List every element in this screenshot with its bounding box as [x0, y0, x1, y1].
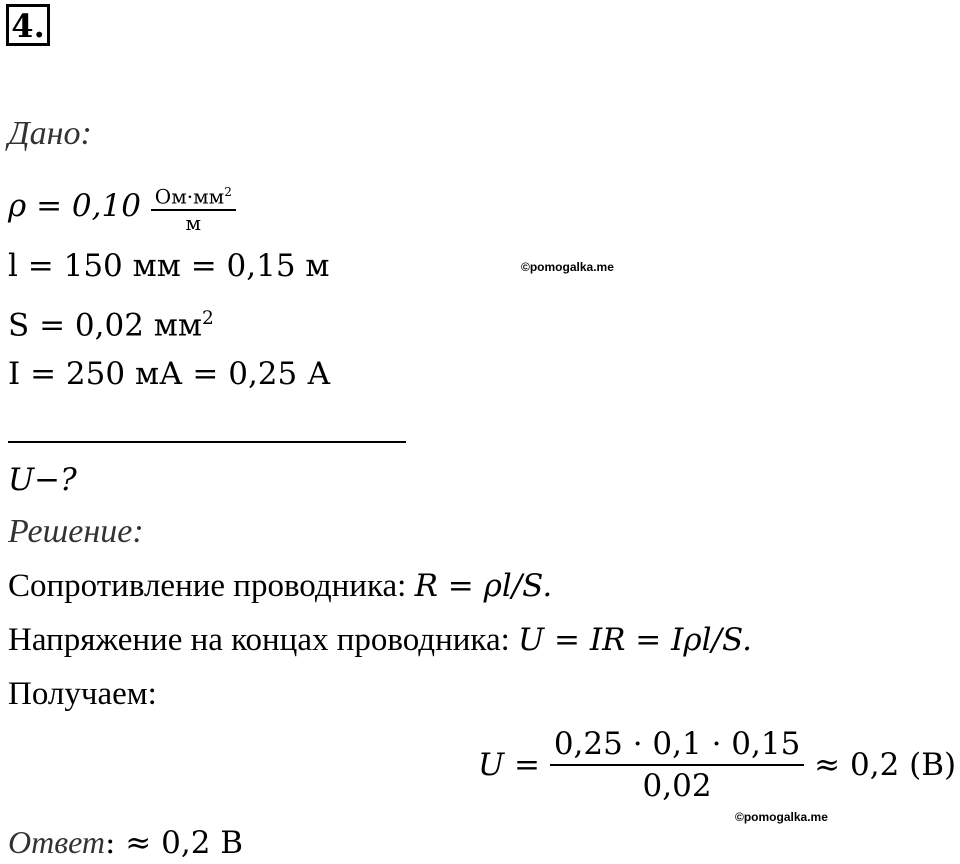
calc-fraction: [550, 724, 804, 806]
answer-label: Ответ: [8, 824, 105, 860]
calc-lhs: U =: [478, 747, 540, 783]
watermark-bottom: ©pomogalka.me: [735, 810, 828, 824]
calc-rhs: ≈ 0,2 (В): [814, 747, 957, 783]
resistance-text: Сопротивление проводника:: [8, 568, 415, 604]
solution-label: Решение:: [8, 513, 144, 550]
calc-numerator: 0,25 · 0,1 · 0,15: [553, 726, 801, 762]
given-rho: [8, 180, 236, 235]
given-area: S = 0,02 $мм^2$: [8, 307, 214, 344]
rho-unit-fraction: [151, 180, 236, 235]
voltage-line: [8, 622, 752, 658]
calc-denominator: 0,02: [550, 764, 804, 806]
voltage-formula: U = IR = Iρl/S.: [518, 622, 752, 658]
given-current: I = 250 мА = 0,25 А: [8, 356, 331, 392]
find-line: U−?: [8, 462, 77, 498]
get-text: Получаем:: [8, 676, 157, 712]
resistance-line: [8, 568, 552, 604]
given-length: l = 150 мм = 0,15 м: [8, 248, 330, 284]
rho-unit-denominator: м: [151, 209, 236, 235]
answer-value: : ≈ 0,2 В: [105, 825, 244, 861]
rho-unit-numerator: $Ом\cdot мм^2$: [154, 184, 232, 209]
resistance-formula: R = ρl/S.: [414, 568, 553, 604]
calculation: [478, 724, 956, 806]
given-label: Дано:: [8, 115, 92, 152]
problem-number: 4.: [6, 4, 50, 46]
watermark-top: ©pomogalka.me: [521, 260, 614, 274]
voltage-text: Напряжение на концах проводника:: [8, 622, 519, 658]
rho-lhs: ρ = 0,10: [8, 187, 141, 224]
given-divider: [8, 441, 406, 443]
answer-line: [8, 824, 243, 861]
